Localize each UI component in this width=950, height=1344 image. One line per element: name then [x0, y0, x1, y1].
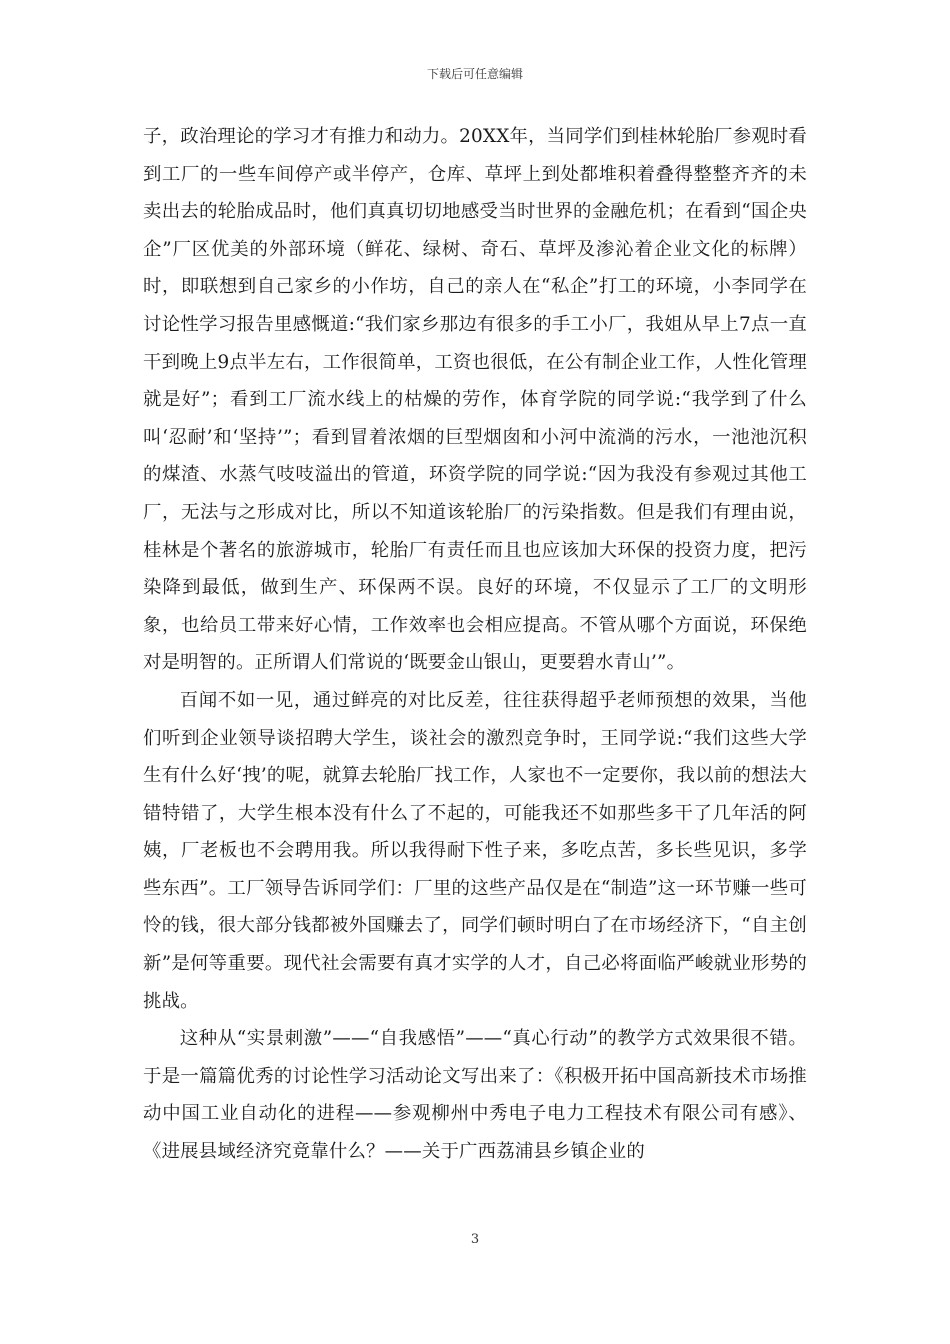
paragraph-3: 这种从“实景刺激”——“自我感悟”——“真心行动”的教学方式效果很不错。于是一篇篇优秀的讨论性学习活动论文写出来了：《积极开拓中国高新技术市场推动中国工业自动化的进程——参观柳州中秀电子电力工程技术有限公司有感》、《进展县域经济究竟靠什么？——关于广西荔浦县乡镇企业的 — [143, 1028, 807, 1163]
paragraph-1: 子，政治理论的学习才有推力和动力。20XX年，当同学们到桂林轮胎厂参观时看到工厂的一些车间停产或半停产，仓库、草坪上到处都堆积着叠得整整齐齐的未卖出去的轮胎成品时，他们真真切切地感受当时世界的金融危机；在看到“国企央企”厂区优美的外部环境（鲜花、绿树、奇石、草坪及渗沁着企业文化的标牌）时，即联想到自己家乡的小作坊，自己的亲人在“私企”打工的环境，小李同学在讨论性学习报告里感慨道:“我们家乡那边有很多的手工小厂，我姐从早上7点一直干到晚上9点半左右，工作很简单，工资也很低，在公有制企业工作，人性化管理就是好”；看到工厂流水线上的枯燥的劳作，体育学院的同学说:“我学到了什么叫‘忍耐’和‘坚持’”；看到冒着浓烟的巨型烟囱和小河中流淌的污水，一池池沉积的煤渣、水蒸气吱吱溢出的管道，环资学院的同学说:“因为我没有参观过其他工厂，无法与之形成对比，所以不知道该轮胎厂的污染指数。但是我们有理由说，桂林是个著名的旅游城市，轮胎厂有责任而且也应该加大环保的投资力度，把污染降到最低，做到生产、环保两不误。良好的环境，不仅显示了工厂的文明形象，也给员工带来好心情，工作效率也会相应提高。不管从哪个方面说，环保绝对是明智的。正所谓人们常说的‘既要金山银山，更要碧水青山’”。 — [143, 126, 807, 674]
document-body — [143, 118, 807, 1171]
paragraph-2: 百闻不如一见，通过鲜亮的对比反差，往往获得超乎老师预想的效果，当他们听到企业领导谈招聘大学生，谈社会的激烈竞争时，王同学说:“我们这些大学生有什么好‘拽’的呢，就算去轮胎厂找工作，人家也不一定要你，我以前的想法大错特错了，大学生根本没有什么了不起的，可能我还不如那些多干了几年活的阿姨，厂老板也不会聘用我。所以我得耐下性子来，多吃点苦，多长些见识，多学些东西”。工厂领导告诉同学们：厂里的这些产品仅是在“制造”这一环节赚一些可怜的钱，很大部分钱都被外国赚去了，同学们顿时明白了在市场经济下，“自主创新”是何等重要。现代社会需要有真才实学的人才，自己必将面临严峻就业形势的挑战。 — [143, 689, 807, 1012]
page-number: 3 — [470, 1232, 480, 1247]
page-header: 下载后可任意编辑 — [426, 67, 523, 81]
